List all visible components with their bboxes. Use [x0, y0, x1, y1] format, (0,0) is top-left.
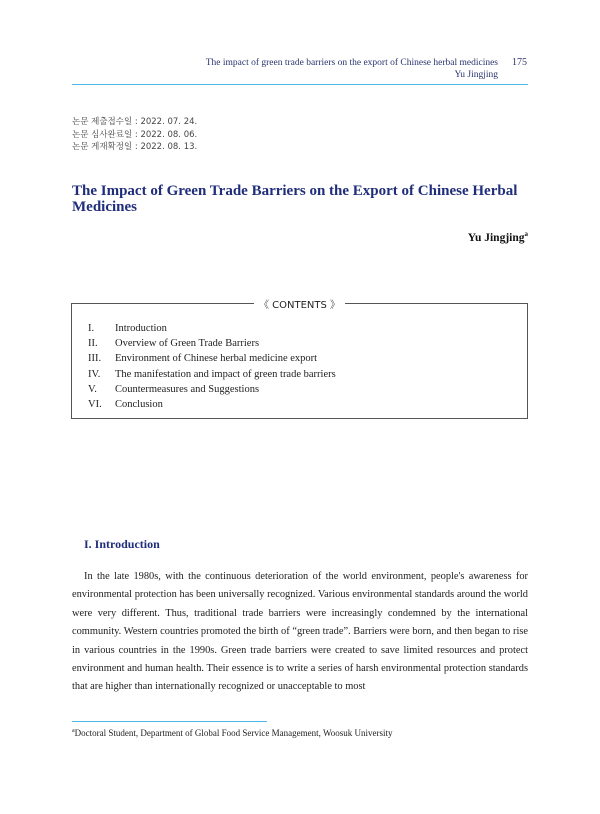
article-author	[468, 230, 528, 244]
footnote-mark: a	[72, 728, 75, 734]
contents-item	[88, 382, 336, 397]
date-reviewed: 논문 심사완료일 : 2022. 08. 06.	[72, 129, 198, 140]
running-head	[206, 57, 498, 81]
contents-item-label: Introduction	[115, 323, 167, 334]
contents-box	[71, 300, 528, 419]
contents-item	[88, 336, 336, 351]
footnote-divider	[72, 721, 267, 722]
contents-item-number: VI.	[88, 399, 102, 411]
contents-item	[88, 351, 336, 366]
contents-item	[88, 397, 336, 412]
page-number: 175	[512, 57, 527, 68]
contents-list	[88, 321, 336, 412]
contents-heading: 《 CONTENTS 》	[72, 296, 527, 311]
contents-item-label: The manifestation and impact of green trade barriers	[115, 368, 336, 380]
date-received: 논문 제출접수일 : 2022. 07. 24.	[72, 117, 198, 127]
contents-item-label: Overview of Green Trade Barriers	[115, 338, 260, 350]
contents-item	[88, 321, 336, 336]
contents-item	[88, 367, 336, 382]
contents-item-number: III.	[88, 353, 102, 365]
running-head-author: Yu Jingjing	[454, 70, 498, 80]
contents-item-number: I.	[88, 323, 95, 334]
submission-dates	[72, 116, 197, 154]
header-divider	[72, 84, 528, 85]
author-name: Yu Jingjing	[467, 231, 525, 244]
article-title: The Impact of Green Trade Barriers on the Export of Chinese Herbal Medicines	[72, 183, 518, 215]
contents-item-number: IV.	[88, 368, 101, 380]
footnote-text: Doctoral Student, Department of Global Food Service Management, Woosuk University	[74, 728, 393, 738]
running-head-title: The impact of green trade barriers on the export of Chinese herbal medicines	[205, 58, 498, 68]
contents-item-label: Conclusion	[115, 399, 163, 411]
author-footnote-mark: a	[524, 230, 528, 238]
date-accepted: 논문 게재확정일 : 2022. 08. 13.	[72, 142, 198, 152]
contents-item-label: Countermeasures and Suggestions	[115, 383, 260, 395]
footnote	[72, 728, 392, 738]
section-heading: I. Introduction	[84, 537, 160, 551]
contents-item-number: V.	[88, 383, 97, 395]
contents-item-label: Environment of Chinese herbal medicine export	[115, 353, 318, 365]
contents-item-number: II.	[88, 338, 98, 350]
body-paragraph: In the late 1980s, with the continuous deterioration of the world environment, people's awareness for environmental protection has been universally recognized. Various environmental standards around the world were very different. Thus, traditional trade barriers were increasingly condemned by the international community. Western countries promoted the birth of “green trade”. Barriers were born, and then began to rise in various countries in the 1990s. Green trade barriers were created to save limited resources and protect environment and human health. Their essence is to write a series of harsh environmental protection standards that are higher than internationally recognized or unacceptable to most	[72, 571, 528, 693]
